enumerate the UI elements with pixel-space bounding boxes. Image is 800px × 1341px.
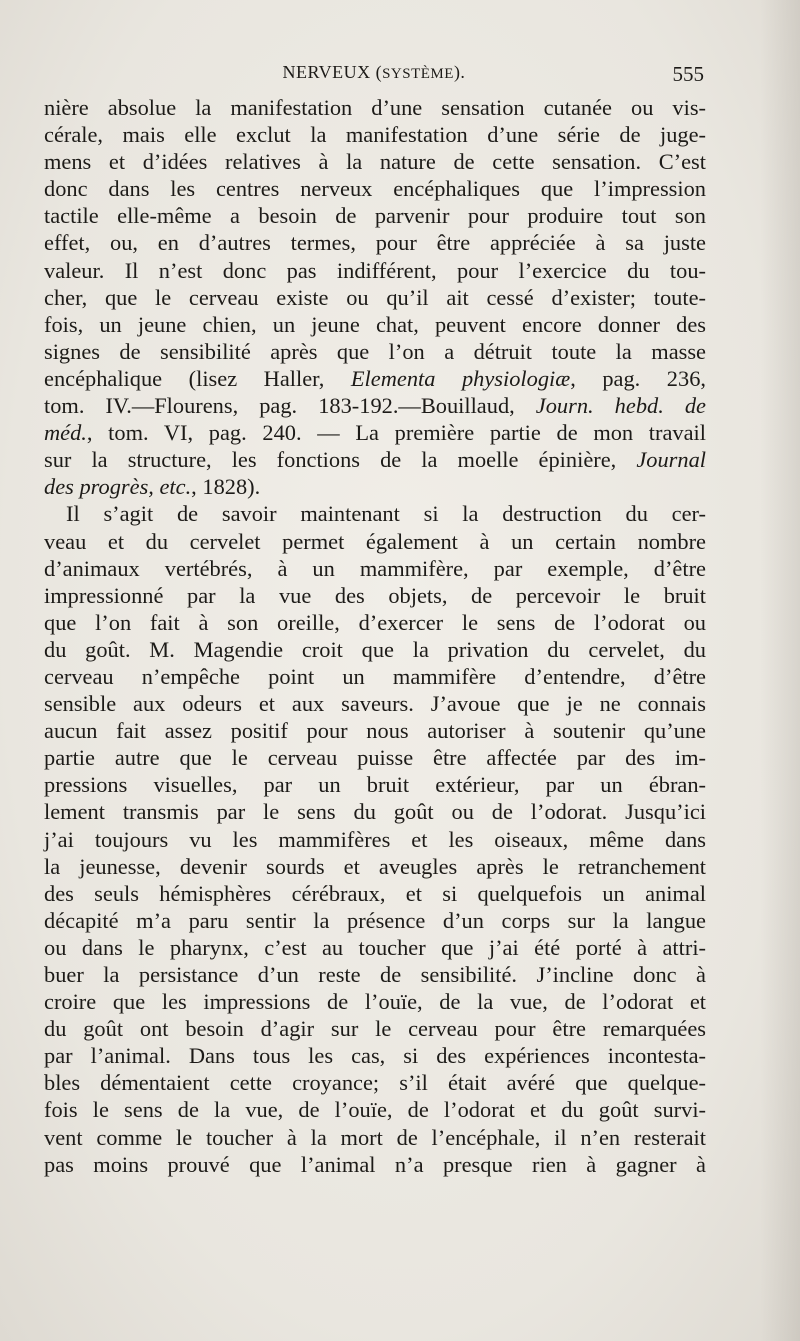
running-head-title-end: ). xyxy=(453,62,466,82)
text-line: pas moins prouvé que l’animal n’a presque rien à gagner à xyxy=(44,1151,706,1177)
running-head-title-smallcaps: SYSTÈME xyxy=(382,66,454,82)
text-line: donc dans les centres nerveux encéphaliques que l’impression xyxy=(44,176,706,202)
italic-citation: des progrès, etc. xyxy=(44,474,192,500)
text-line: mens et d’idées relatives à la nature de cette sensation. C’est xyxy=(44,149,706,175)
italic-citation: Journ. hebd. de xyxy=(535,393,706,419)
text-segment: sur la structure, les fonctions de la moelle épinière, xyxy=(44,447,637,473)
text-line: cerveau n’empêche point un mammifère d’entendre, d’être xyxy=(44,663,706,689)
text-line: veau et du cervelet permet également à un certain nombre xyxy=(44,528,706,554)
text-line: vent comme le toucher à la mort de l’encéphale, il n’en resterait xyxy=(44,1124,706,1150)
running-head xyxy=(44,62,704,88)
text-line: bles démentaient cette croyance; s’il était avéré que quelque- xyxy=(44,1070,706,1096)
italic-citation: Elementa physiologiæ xyxy=(350,365,571,391)
text-line: que l’on fait à son oreille, d’exercer le sens de l’odorat ou xyxy=(44,609,706,635)
text-line xyxy=(44,365,706,392)
text-line: croire que les impressions de l’ouïe, de la vue, de l’odorat et xyxy=(44,989,706,1015)
text-line: pressions visuelles, par un bruit extérieur, par un ébran- xyxy=(44,772,706,798)
text-segment: , 1828). xyxy=(191,474,261,500)
text-line: valeur. Il n’est donc pas indifférent, pour l’exercice du tou- xyxy=(44,257,706,283)
page-edge-shadow xyxy=(760,0,800,1341)
text-line: d’animaux vertébrés, à un mammifère, par exemple, d’être xyxy=(44,555,706,581)
text-line: signes de sensibilité après que l’on a détruit toute la masse xyxy=(44,338,706,364)
running-head-title xyxy=(44,62,704,83)
italic-citation: méd. xyxy=(44,420,87,446)
text-line: tactile elle-même a besoin de parvenir pour produire tout son xyxy=(44,203,706,229)
text-line: par l’animal. Dans tous les cas, si des expériences incontesta- xyxy=(44,1043,706,1069)
body-text xyxy=(44,94,706,1178)
text-line: fois le sens de la vue, de l’ouïe, de l’odorat et du goût survi- xyxy=(44,1097,706,1123)
text-line: des seuls hémisphères cérébraux, et si quelquefois un animal xyxy=(44,880,706,906)
text-line xyxy=(44,392,706,419)
text-line: du goût ont besoin d’agir sur le cerveau pour être remarquées xyxy=(44,1016,706,1042)
text-line xyxy=(44,473,706,500)
page-number: 555 xyxy=(672,62,704,86)
text-line: ou dans le pharynx, c’est au toucher que j’ai été porté à attri- xyxy=(44,934,706,960)
text-segment: , pag. 236, xyxy=(570,365,706,391)
running-head-title-main: NERVEUX ( xyxy=(282,62,383,82)
italic-citation: Journal xyxy=(636,447,706,473)
text-line: nière absolue la manifestation d’une sensation cutanée ou vis- xyxy=(44,95,706,120)
text-line: du goût. M. Magendie croit que la privation du cervelet, du xyxy=(44,636,706,662)
text-segment: , tom. VI, pag. 240. — La première partie de mon travail xyxy=(86,420,706,446)
text-line: j’ai toujours vu les mammifères et les oiseaux, même dans xyxy=(44,826,706,852)
text-line: lement transmis par le sens du goût ou de l’odorat. Jusqu’ici xyxy=(44,799,706,825)
text-line xyxy=(44,446,706,473)
text-line: sensible aux odeurs et aux saveurs. J’avoue que je ne connais xyxy=(44,691,706,717)
text-line: décapité m’a paru sentir la présence d’un corps sur la langue xyxy=(44,907,706,933)
text-line: cher, que le cerveau existe ou qu’il ait cessé d’exister; toute- xyxy=(44,284,706,310)
text-line: cérale, mais elle exclut la manifestation d’une série de juge- xyxy=(44,122,706,148)
text-line: effet, ou, en d’autres termes, pour être appréciée à sa juste xyxy=(44,230,706,256)
text-segment: encéphalique (lisez Haller, xyxy=(44,365,351,391)
text-line: fois, un jeune chien, un jeune chat, peuvent encore donner des xyxy=(44,311,706,337)
text-line: partie autre que le cerveau puisse être affectée par des im- xyxy=(44,745,706,771)
text-line: impressionné par la vue des objets, de percevoir le bruit xyxy=(44,582,706,608)
text-segment: tom. IV.—Flourens, pag. 183-192.—Bouillaud, xyxy=(44,393,536,419)
text-line: aucun fait assez positif pour nous autoriser à soutenir qu’une xyxy=(44,718,706,744)
text-line: Il s’agit de savoir maintenant si la destruction du cer- xyxy=(66,501,706,527)
text-line: la jeunesse, devenir sourds et aveugles après le retranchement xyxy=(44,853,706,879)
text-line xyxy=(44,419,706,446)
text-line: buer la persistance d’un reste de sensibilité. J’incline donc à xyxy=(44,962,706,987)
